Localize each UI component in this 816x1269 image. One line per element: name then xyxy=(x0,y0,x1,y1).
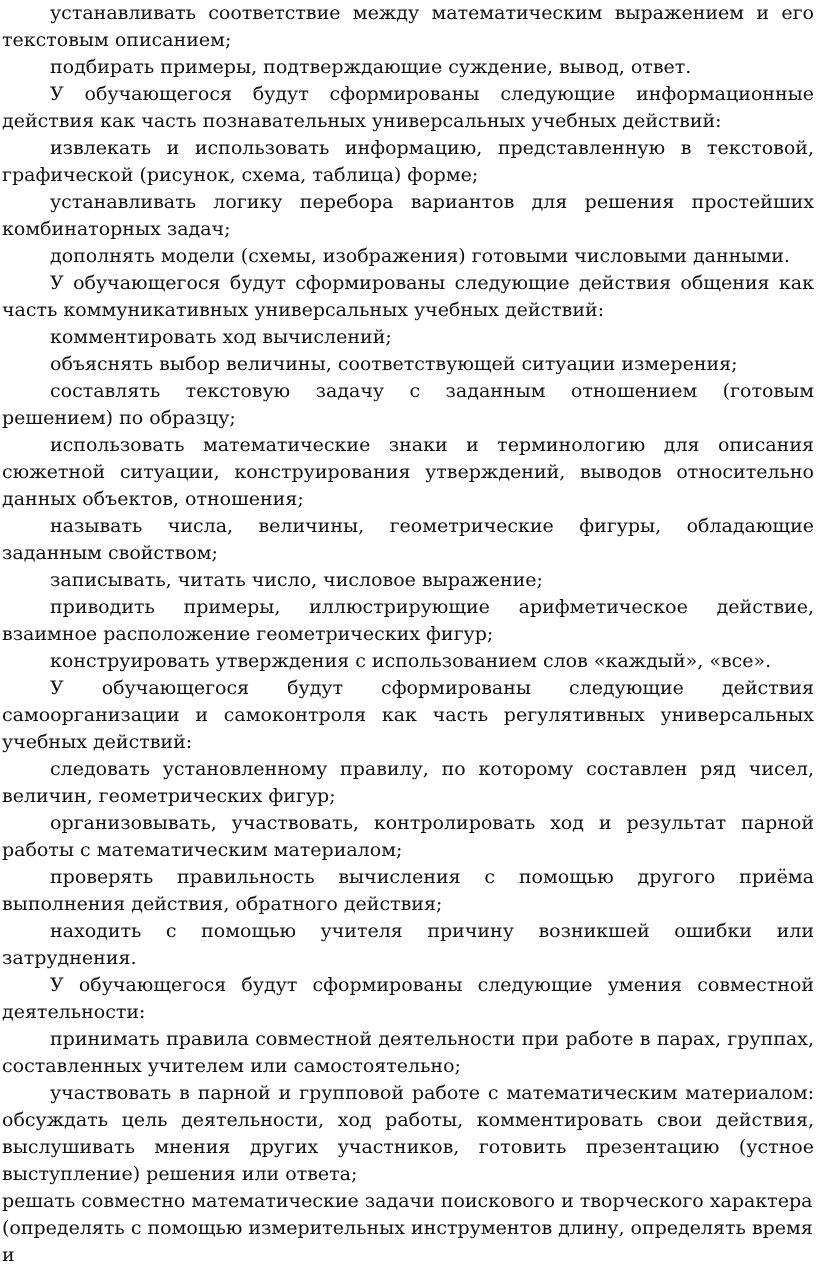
paragraph: дополнять модели (схемы, изображения) готовыми числовыми данными. xyxy=(50,245,790,267)
paragraph: проверять правильность вычисления с помощью другого приёма выполнения действия, обратного действия; xyxy=(2,866,814,915)
paragraph: решать совместно математические задачи поискового и творческого характера (определять с помощью измерительных инструментов длину, определять время и xyxy=(2,1190,813,1266)
paragraph: объяснять выбор величины, соответствующей ситуации измерения; xyxy=(50,353,738,375)
paragraph: записывать, читать число, числовое выражение; xyxy=(50,569,543,591)
paragraph: У обучающегося будут сформированы следующие умения совместной деятельности: xyxy=(2,974,814,1023)
paragraph: составлять текстовую задачу с заданным отношением (готовым решением) по образцу; xyxy=(2,380,814,429)
paragraph: устанавливать соответствие между математическим выражением и его текстовым описанием; xyxy=(2,2,814,51)
paragraph: устанавливать логику перебора вариантов для решения простейших комбинаторных задач; xyxy=(2,191,814,240)
paragraph: У обучающегося будут сформированы следующие действия общения как часть коммуникативных универсальных учебных действий: xyxy=(2,272,814,321)
paragraph: подбирать примеры, подтверждающие суждение, вывод, ответ. xyxy=(50,56,692,78)
paragraph: использовать математические знаки и терминологию для описания сюжетной ситуации, конструирования утверждений, выводов относительно данных объектов, отношения; xyxy=(2,434,814,510)
paragraph: У обучающегося будут сформированы следующие информационные действия как часть познавательных универсальных учебных действий: xyxy=(2,83,814,132)
paragraph: приводить примеры, иллюстрирующие арифметическое действие, взаимное расположение геометрических фигур; xyxy=(2,596,814,645)
paragraph: находить с помощью учителя причину возникшей ошибки или затруднения. xyxy=(2,920,814,969)
paragraph: конструировать утверждения с использованием слов «каждый», «все». xyxy=(50,650,772,672)
paragraph: У обучающегося будут сформированы следующие действия самоорганизации и самоконтроля как часть регулятивных универсальных учебных действий: xyxy=(2,677,814,753)
paragraph: комментировать ход вычислений; xyxy=(50,326,392,348)
paragraph: организовывать, участвовать, контролировать ход и результат парной работы с математическим материалом; xyxy=(2,812,814,861)
paragraph: принимать правила совместной деятельности при работе в парах, группах, составленных учителем или самостоятельно; xyxy=(2,1028,814,1077)
paragraph: называть числа, величины, геометрические фигуры, обладающие заданным свойством; xyxy=(2,515,814,564)
paragraph: следовать установленному правилу, по которому составлен ряд чисел, величин, геометрических фигур; xyxy=(2,758,814,807)
paragraph: участвовать в парной и групповой работе с математическим материалом: обсуждать цель деятельности, ход работы, комментировать свои действия, выслушивать мнения других участников, готовить презентацию (устное выступление) решения или ответа; xyxy=(2,1082,814,1185)
paragraph: извлекать и использовать информацию, представленную в текстовой, графической (рисунок, схема, таблица) форме; xyxy=(2,137,814,186)
